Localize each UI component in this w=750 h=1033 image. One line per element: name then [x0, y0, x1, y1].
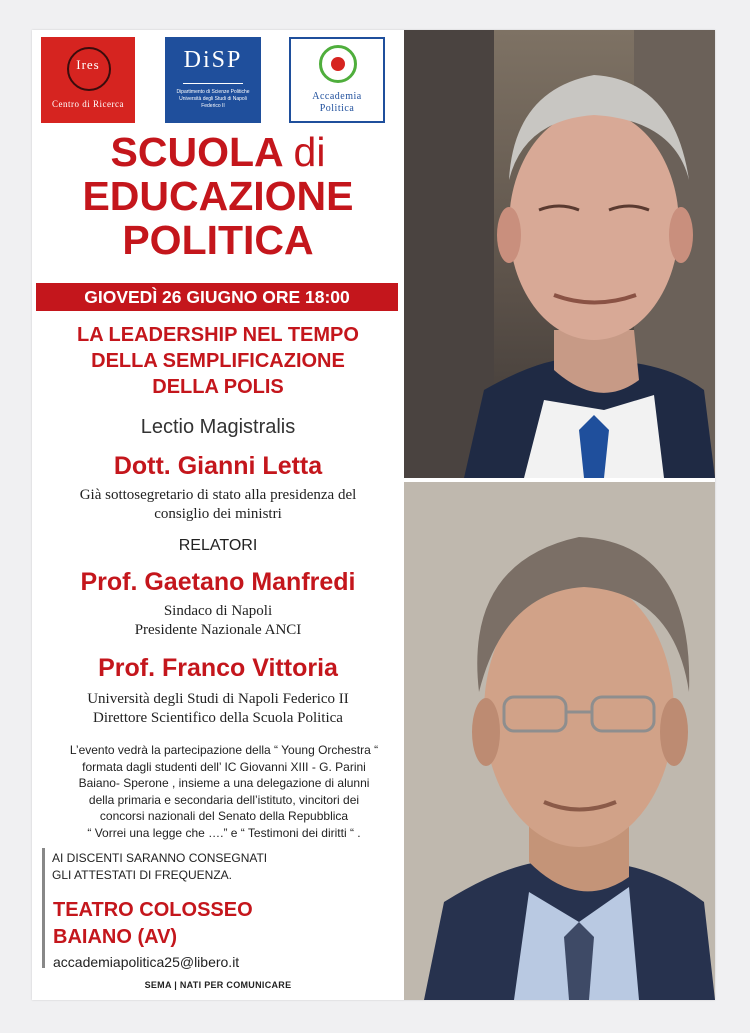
- ires-logo-name: Ires: [76, 57, 100, 72]
- lecture-topic: [32, 322, 404, 400]
- venue-city: BAIANO (AV): [53, 926, 178, 948]
- description-line: “ Vorrei una legge che ….” e “ Testimoni dei diritti “ .: [87, 825, 361, 840]
- disp-logo-subtitle: Dipartimento di Scienze Politiche Università degli Studi di Napoli Federico II: [176, 89, 250, 109]
- speaker2-name: Prof. Gaetano Manfredi: [80, 568, 356, 596]
- accademia-splash-icon: [331, 57, 345, 71]
- speaker1-role: [32, 486, 404, 524]
- description-line: L’evento vedrà la partecipazione della “ Young Orchestra “: [69, 743, 379, 757]
- ires-logo-subtitle: Centro di Ricerca: [52, 99, 124, 109]
- ires-logo: [41, 37, 135, 123]
- speaker3-role: [32, 690, 404, 728]
- event-poster: [32, 30, 715, 1000]
- speaker3-name: Prof. Franco Vittoria: [98, 654, 338, 682]
- speaker1-role-line1: Già sottosegretario di stato alla presidenza del: [79, 487, 357, 503]
- speaker2-role-line1: Sindaco di Napoli: [163, 603, 273, 619]
- title-line2: EDUCAZIONE: [82, 173, 354, 219]
- event-description: [54, 742, 394, 841]
- speaker1-portrait-image: [404, 30, 715, 478]
- speaker3-role-line1: Università degli Studi di Napoli Federico II: [87, 691, 349, 707]
- topic-line3: DELLA POLIS: [152, 376, 284, 398]
- accademia-logo-line2: Politica: [319, 103, 355, 114]
- date-band: GIOVEDÌ 26 GIUGNO ORE 18:00: [36, 283, 398, 311]
- title-word-di: di: [293, 129, 326, 175]
- accademia-logo-line1: Accademia: [312, 91, 362, 102]
- speaker2-role-line2: Presidente Nazionale ANCI: [134, 622, 302, 638]
- poster-text-column: [32, 30, 404, 1000]
- description-line: Baiano- Sperone , insieme a una delegazione di alunni: [78, 776, 370, 790]
- speaker1-role-line2: consiglio dei ministri: [154, 506, 282, 522]
- disp-logo: [165, 37, 261, 123]
- certificate-line1: AI DISCENTI SARANNO CONSEGNATI: [52, 851, 268, 865]
- title-line1: [32, 130, 404, 174]
- title-word-scuola: SCUOLA: [110, 129, 283, 175]
- lectio-magistralis: Lectio Magistralis: [140, 416, 296, 438]
- venue: [53, 897, 253, 951]
- speaker3-role-line2: Direttore Scientifico della Scuola Politica: [93, 710, 343, 726]
- poster-title: [32, 130, 404, 262]
- speaker-photos: [404, 30, 715, 1000]
- speaker1-name: Dott. Gianni Letta: [113, 452, 323, 480]
- accademia-politica-logo: [289, 37, 385, 123]
- contact-email[interactable]: accademiapolitica25@libero.it: [53, 954, 240, 970]
- certificate-line2: GLI ATTESTATI DI FREQUENZA.: [52, 868, 233, 882]
- description-line: formata dagli studenti dell’ IC Giovanni XIII - G. Parini: [82, 759, 366, 774]
- disp-logo-name: DiSP: [183, 47, 243, 73]
- speaker2-photo: [404, 482, 715, 1000]
- speaker1-photo: [404, 30, 715, 478]
- accademia-logo-text: [291, 91, 383, 115]
- speaker2-role: [32, 602, 404, 640]
- venue-name: TEATRO COLOSSEO: [53, 899, 253, 921]
- relatori-label: RELATORI: [178, 537, 258, 554]
- footer-credit: SEMA | NATI PER COMUNICARE: [144, 980, 292, 990]
- accent-bar: [42, 848, 45, 968]
- certificate-notice: [52, 850, 267, 884]
- description-line: concorsi nazionali del Senato della Repubblica: [99, 809, 349, 823]
- title-line3: POLITICA: [122, 217, 314, 263]
- speaker2-portrait-image: [404, 482, 715, 1000]
- description-line: della primaria e secondaria dell’istituto, vincitori dei: [88, 792, 360, 807]
- topic-line1: LA LEADERSHIP NEL TEMPO: [77, 324, 359, 346]
- disp-logo-divider: [183, 83, 243, 84]
- topic-line2: DELLA SEMPLIFICAZIONE: [91, 350, 345, 372]
